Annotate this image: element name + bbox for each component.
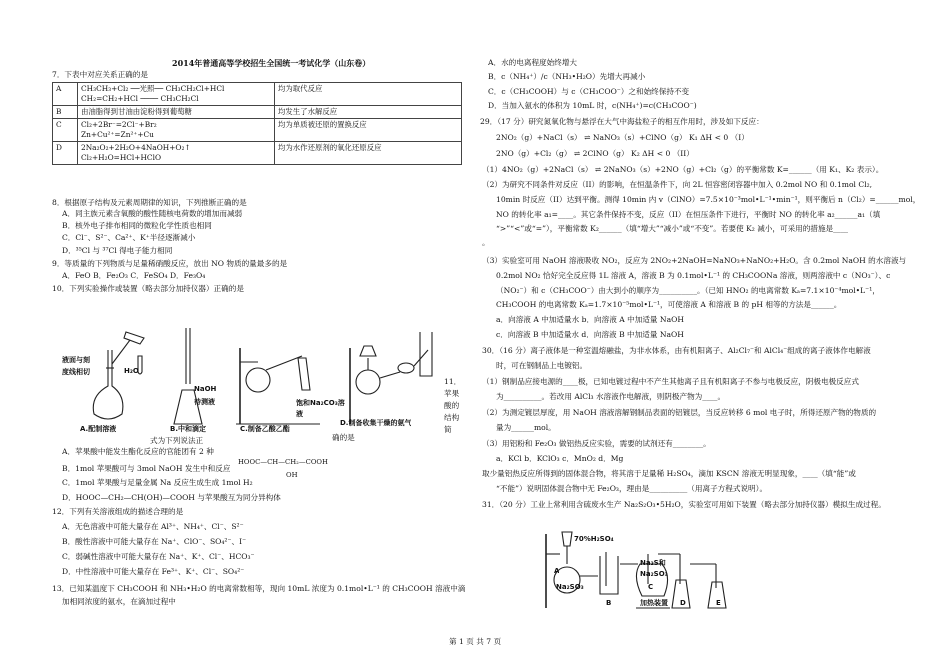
q11-option-a: A．苹果酸中能发生酯化反应的官能团有 2 种: [62, 447, 214, 456]
page-title: 2014年普通高等学校招生全国统一考试化学（山东卷）: [172, 58, 371, 68]
q12-option-c: C．弱碱性溶液中可能大量存在 Na⁺、K⁺、Cl⁻、HCO₃⁻: [62, 552, 255, 561]
q11-side-text: 11．苹果酸的结构简: [444, 377, 462, 434]
q30-stem: 30．（16 分）离子液体是一种室温熔融盐，为非水体系，由有机阳离子、Al₂Cl₇⁻和 AlCl₄⁻组成的离子液体作电解液: [482, 346, 871, 355]
table-row: [53, 106, 462, 119]
row-label: D: [53, 142, 78, 165]
row-content: 2Na₂O₂+2H₂O+4NaOH+O₂↑ Cl₂+H₂O=HCl+HClO: [78, 142, 275, 165]
fig-a-liquid-level-label: 液面与刻度线相切: [62, 356, 90, 376]
q31-c-label: C: [648, 583, 654, 591]
q29-option-cd: c．向溶液 B 中加适量水 d．向溶液 B 中加适量 NaOH: [496, 330, 684, 339]
q31-a-reagent: Na₂SO₃: [556, 583, 584, 591]
q8-option-a: A．同主族元素含氧酸的酸性随核电荷数的增加而减弱: [62, 209, 243, 218]
q31-stem: 31．（20 分）工业上常利用含硫废水生产 Na₂S₂O₃•5H₂O，实验室可用如下装置（略去部分加持仪器）模拟生成过程。: [482, 500, 886, 509]
fig-a-caption: A.配制溶液: [80, 425, 117, 433]
q30-stem-cont: 时，可在钢制品上电镀铝。: [496, 361, 588, 370]
q29-eq1: 2NO₂（g）+NaCl（s） ⇌ NaNO₃（s）+ClNO（g） K₁ ΔH < 0 （I）: [496, 133, 749, 142]
q8-stem: 8．根据原子结构及元素周期律的知识，下列推断正确的是: [52, 198, 247, 207]
q8-option-d: D．³⁵Cl 与 ³⁷Cl 得电子能力相同: [62, 246, 173, 255]
q11-line1-tail: 确的是: [332, 433, 355, 442]
q30-part1: （1）钢制品应接电源的____极，已知电镀过程中不产生其他离子且有机阳离子不参与电极反应，阴极电极反应式: [482, 377, 859, 386]
q9-stem: 9．等质量的下列物质与足量稀硝酸反应，放出 NO 物质的量最多的是: [52, 259, 288, 268]
q30-part3: （3）用铝粉和 Fe₂O₃ 做铝热反应实验，需要的试剂还有________。: [482, 439, 711, 448]
fig-b-analyte-label: 待测液: [194, 398, 215, 406]
q29-part3-line4: CH₃COOH 的电离常数 Kₐ=1.7×10⁻⁵mol•L⁻¹，可使溶液 A 和溶液 B 的 pH 相等的方法是______。: [496, 300, 842, 309]
q9-options: A．FeO B．Fe₂O₃ C．FeSO₄ D．Fe₃O₄: [62, 271, 206, 280]
row-judgement: 均为单质被还原的置换反应: [275, 119, 462, 142]
q31-c-top: Na₂S和: [640, 559, 666, 567]
q11-option-c: C．1mol 苹果酸与足量金属 Na 反应生成生成 1mol H₂: [62, 478, 253, 487]
q13-option-d: D．当加入氨水的体积为 10mL 时，c(NH₄⁺)=c(CH₃COO⁻): [488, 101, 697, 110]
page-footer: 第 1 页 共 7 页: [448, 637, 502, 646]
row-judgement: 均为水作还原剂的氧化还原反应: [275, 142, 462, 165]
q29-stem: 29．（17 分）研究氮氧化物与悬浮在大气中海盐粒子的相互作用时，涉及如下反应：: [480, 117, 764, 126]
q31-acid-label: 70%H₂SO₄: [574, 535, 614, 543]
q29-eq2: 2NO（g）+Cl₂（g） ⇌ 2ClNO（g） K₂ ΔH < 0 （II）: [496, 149, 694, 158]
row-label: A: [53, 83, 78, 106]
row-judgement: 均发生了水解反应: [275, 106, 462, 119]
q12-option-a: A．无色溶液中可能大量存在 Al³⁺、NH₄⁺、Cl⁻、S²⁻: [62, 522, 244, 531]
q31-e-label: E: [716, 599, 721, 607]
q30-part2: （2）为测定镀层厚度，用 NaOH 溶液溶解钢制品表面的铝镀层，当反应转移 6 mol 电子时，所得还原产物的物质的: [482, 408, 877, 417]
q12-stem: 12．下列有关溶液组成的描述合理的是: [52, 507, 184, 516]
q30-part3-cont2: “不能”）说明固体混合物中无 Fe₂O₃，理由是__________（用离子方程式说明）。: [496, 484, 768, 493]
q10-apparatus-figure: [60, 328, 440, 428]
row-label: C: [53, 119, 78, 142]
q11-option-d: D．HOOC—CH₂—CH(OH)—COOH 与苹果酸互为同分异构体: [62, 493, 281, 502]
q29-part2-line2: 10min 时反应（II）达到平衡。测得 10min 内 v（ClNO）=7.5×10⁻³mol•L⁻¹•min⁻¹，则平衡后 n（Cl₂）=______mol，: [496, 195, 921, 204]
q29-part2-line1: （2）为研究不同条件对反应（II）的影响，在恒温条件下，向 2L 恒容密闭容器中加入 0.2mol NO 和 0.1mol Cl₂,: [482, 180, 873, 189]
q11-structure-formula: HOOC—CH—CH₂—COOH: [238, 458, 328, 466]
q29-part2-line3: NO 的转化率 a₁=____。其它条件保持不变，反应（II）在恒压条件下进行，平衡时 NO 的转化率 a₂______a₁（填: [496, 210, 881, 219]
q13-stem-cont: 加相同浓度的氨水，在滴加过程中: [62, 597, 176, 606]
q29-option-ab: a．向溶液 A 中加适量水 b．向溶液 A 中加适量 NaOH: [496, 315, 684, 324]
q13-option-c: C．c（CH₃COOH）与 c（CH₃COO⁻）之和始终保持不变: [488, 87, 690, 96]
row-label: B: [53, 106, 78, 119]
q31-heating-label: 加热装置: [640, 599, 668, 607]
fig-c-caption: C.制备乙酸乙酯: [240, 425, 290, 433]
q31-d-label: D: [680, 599, 686, 607]
table-row: [53, 119, 462, 142]
row-content: Cl₂+2Br⁻=2Cl⁻+Br₂ Zn+Cu²⁺=Zn²⁺+Cu: [78, 119, 275, 142]
fig-b-caption: B.中和滴定: [170, 425, 206, 433]
q29-part3-line3: （NO₂⁻）和 c（CH₃COO⁻）由大到小的顺序为__________。（已知 HNO₂ 的电离常数 Kₐ=7.1×10⁻⁴mol•L⁻¹，: [496, 286, 880, 295]
q29-part3-line1: （3）实验室可用 NaOH 溶液吸收 NO₂，反应为 2NO₂+2NaOH=NaNO₃+NaNO₂+H₂O。含 0.2mol NaOH 的水溶液与: [482, 256, 907, 265]
q30-part1-cont: 为__________。若改用 AlCl₃ 水溶液作电解液，则阴极产物为____。: [496, 392, 726, 401]
q10-stem: 10．下列实验操作或装置（略去部分加持仪器）正确的是: [52, 284, 244, 293]
table-row: [53, 83, 462, 106]
q12-option-b: B．酸性溶液中可能大量存在 Na⁺、ClO⁻、SO₄²⁻、I⁻: [62, 537, 247, 546]
q30-part3-cont1: 取少量铝热反应所得到的固体混合物，将其溶于足量稀 H₂SO₄，滴加 KSCN 溶液无明显现象，____（填“能”或: [482, 469, 856, 478]
q31-a-label: A: [554, 567, 560, 575]
q7-table: [52, 82, 462, 165]
q29-part1: （1）4NO₂（g）+2NaCl（s） ⇌ 2NaNO₃（s）+2NO（g）+Cl₂（g）的平衡常数 K=______（用 K₁、K₂ 表示）。: [482, 165, 884, 174]
row-judgement: 均为取代反应: [275, 83, 462, 106]
q30-part3-options: a．KCl b．KClO₃ c．MnO₂ d．Mg: [496, 454, 624, 463]
q29-part2-line5: 。: [482, 238, 490, 247]
q31-c-mid: Na₂SO₃: [640, 570, 668, 578]
q8-option-c: C．Cl⁻、S²⁻、Ca²⁺、K⁺半径逐渐减小: [62, 233, 196, 242]
row-content: 由油脂得到甘油由淀粉得到葡萄糖: [78, 106, 275, 119]
q11-structure-oh: OH: [286, 471, 298, 479]
q13-option-b: B．c（NH₄⁺）/c（NH₃•H₂O）先增大再减小: [488, 72, 646, 81]
q30-part2-cont: 量为______mol。: [496, 423, 556, 432]
fig-b-naoh-label: NaOH: [194, 385, 217, 393]
table-row: [53, 142, 462, 165]
q31-b-label: B: [606, 599, 612, 607]
q29-part2-line4: “>”“<”或“=”），平衡常数 K₂______（填“增大”“减小”或“不变”。若要使 K₂ 减小，可采用的措施是____: [496, 224, 849, 233]
q8-option-b: B．核外电子排布相同的微粒化学性质也相同: [62, 221, 212, 230]
q29-part3-line2: 0.2mol NO₂ 恰好完全反应得 1L 溶液 A，溶液 B 为 0.1mol•L⁻¹ 的 CH₃COONa 溶液，则两溶液中 c（NO₃⁻）、c: [496, 271, 891, 280]
q13-stem: 13．已知某温度下 CH₃COOH 和 NH₃•H₂O 的电离常数相等，现向 10mL 浓度为 0.1mol•L⁻¹ 的 CH₃COOH 溶液中滴: [52, 584, 466, 593]
q13-option-a: A．水的电离程度始终增大: [488, 58, 578, 67]
q12-option-d: D．中性溶液中可能大量存在 Fe³⁺、K⁺、Cl⁻、SO₄²⁻: [62, 567, 245, 576]
q7-stem: 7．下表中对应关系正确的是: [52, 70, 148, 79]
row-content: CH₃CH₃+Cl₂ ──光照── CH₃CH₂Cl+HCl CH₂=CH₂+HCl ──── CH₃CH₂Cl: [78, 83, 275, 106]
fig-a-h2o-label: H₂O: [124, 367, 139, 375]
q11-option-b: B．1mol 苹果酸可与 3mol NaOH 发生中和反应: [62, 464, 231, 473]
fig-c-side-label: 饱和Na₂CO₃溶液: [296, 399, 345, 418]
fig-d-caption: D.制备收集干燥的氨气: [340, 419, 412, 427]
q11-line1: 式为下列说法正: [150, 436, 204, 445]
